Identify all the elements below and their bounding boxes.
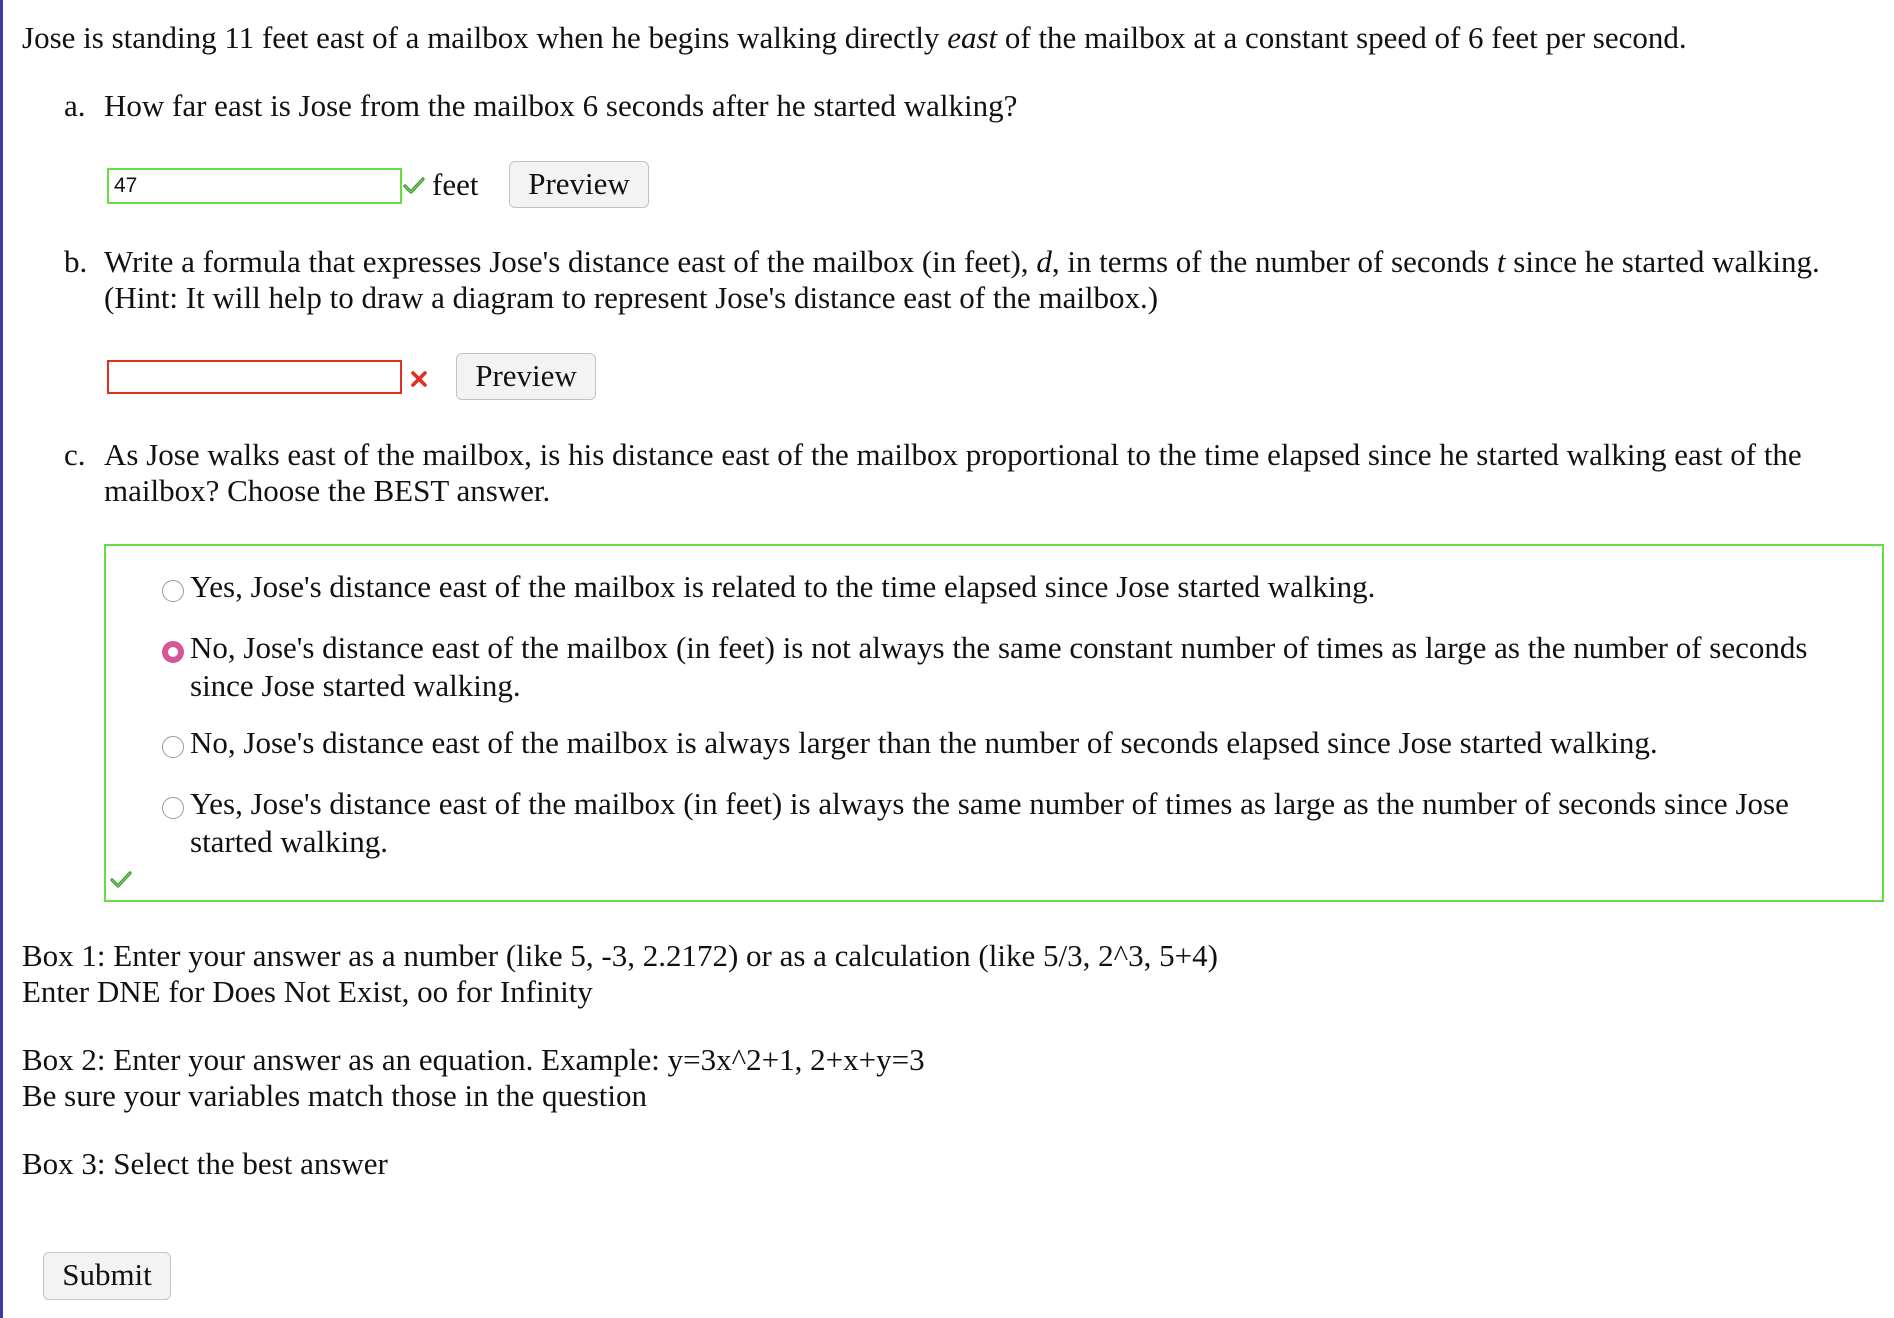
option-1-line1: Yes, Jose's distance east of the mailbox is related to the time elapsed since Jose started walking. (190, 569, 1376, 604)
part-b-preview-button[interactable]: Preview (456, 353, 596, 400)
part-a-unit-label: feet (432, 167, 479, 202)
part-b-question-mid: , in terms of the number of seconds (1051, 244, 1497, 279)
part-b-question-pre: Write a formula that expresses Jose's distance east of the mailbox (in feet), (104, 244, 1037, 279)
box1-instruction-line1: Box 1: Enter your answer as a number (like 5, -3, 2.2172) or as a calculation (like 5/3, 2^3, 5+4) (22, 938, 1218, 973)
option-1-text (190, 568, 1375, 606)
part-c-choices-container (104, 544, 1884, 902)
box2-instruction-line1: Box 2: Enter your answer as an equation. Example: y=3x^2+1, 2+x+y=3 (22, 1042, 925, 1077)
option-3-radio[interactable] (162, 736, 184, 758)
part-c-question-line1: As Jose walks east of the mailbox, is his distance east of the mailbox proportional to the time elapsed since he started walking east of the (104, 437, 1802, 472)
submit-button[interactable]: Submit (43, 1252, 171, 1300)
problem-intro-emphasis: east (947, 20, 998, 55)
part-b-formula-input[interactable] (107, 360, 402, 394)
option-4-radio[interactable] (162, 797, 184, 819)
part-a-preview-button[interactable]: Preview (509, 161, 649, 208)
part-b-incorrect-x-icon (410, 370, 428, 388)
part-b-question-line2: (Hint: It will help to draw a diagram to represent Jose's distance east of the mailbox.) (104, 280, 1159, 315)
option-4-line2: started walking. (190, 824, 389, 859)
box1-instruction-line2: Enter DNE for Does Not Exist, oo for Infinity (22, 974, 593, 1009)
part-b-question-post: since he started walking. (1505, 244, 1820, 279)
part-b-var-d: d (1036, 244, 1052, 279)
option-4-text (190, 785, 1789, 861)
part-b-question-line1 (104, 244, 1820, 280)
part-a-correct-check-icon (403, 177, 425, 195)
option-1-radio[interactable] (162, 580, 184, 602)
option-4-line1: Yes, Jose's distance east of the mailbox (in feet) is always the same number of times as large as the number of seconds since Jose (190, 786, 1789, 821)
part-c-letter: c. (64, 437, 86, 472)
problem-intro (22, 20, 1687, 56)
box3-instruction-line1: Box 3: Select the best answer (22, 1146, 388, 1181)
part-c-question-line2: mailbox? Choose the BEST answer. (104, 473, 551, 508)
part-a-answer-input[interactable] (107, 168, 402, 204)
option-2-radio[interactable] (162, 641, 184, 663)
option-2-line1: No, Jose's distance east of the mailbox (in feet) is not always the same constant number of times as large as the number of seconds (190, 630, 1808, 665)
option-3-line1: No, Jose's distance east of the mailbox is always larger than the number of seconds elapsed since Jose started walking. (190, 725, 1658, 760)
part-a-letter: a. (64, 88, 86, 123)
box2-instruction-line2: Be sure your variables match those in the question (22, 1078, 648, 1113)
part-b-letter: b. (64, 244, 88, 279)
problem-intro-pre: Jose is standing 11 feet east of a mailbox when he begins walking directly (22, 20, 948, 55)
left-border-rule (0, 0, 3, 1318)
option-3-text (190, 724, 1658, 762)
part-a-question: How far east is Jose from the mailbox 6 seconds after he started walking? (104, 88, 1018, 123)
option-2-text (190, 629, 1807, 705)
part-b-var-t: t (1496, 244, 1506, 279)
option-2-line2: since Jose started walking. (190, 668, 521, 703)
part-c-correct-check-icon (110, 871, 132, 889)
problem-intro-post: of the mailbox at a constant speed of 6 feet per second. (997, 20, 1687, 55)
